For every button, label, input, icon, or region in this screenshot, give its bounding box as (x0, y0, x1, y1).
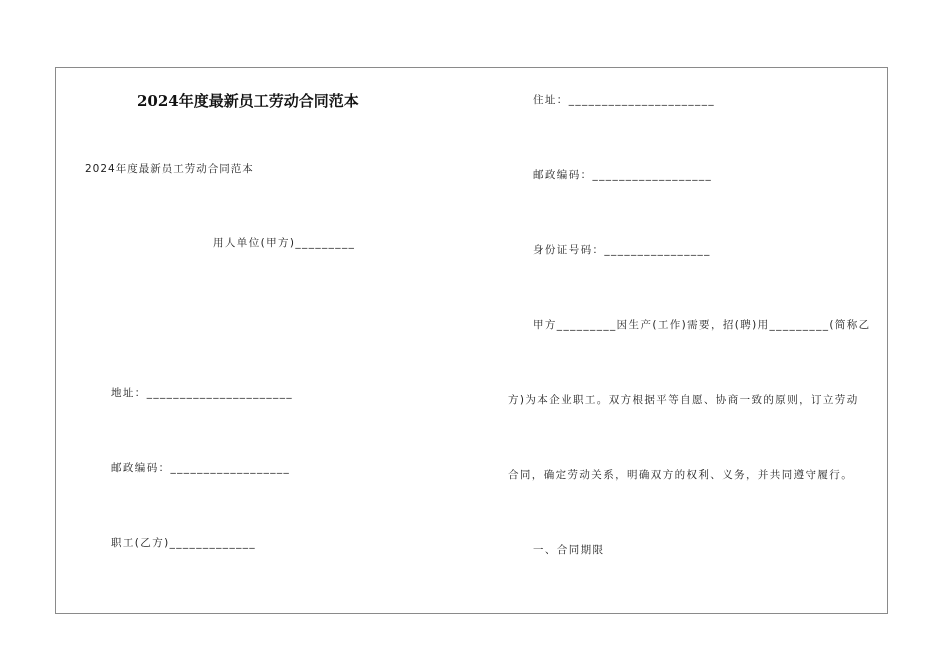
paragraph-line-3: 合同，确定劳动关系，明确双方的权利、义务，并共同遵守履行。 (508, 469, 854, 481)
employer-address-line: 地址：______________________ (111, 387, 293, 399)
employee-residence-line: 住址：______________________ (533, 94, 715, 106)
employee-postcode-line: 邮政编码：__________________ (533, 169, 713, 181)
employee-id-line: 身份证号码：________________ (533, 244, 711, 256)
document-subtitle: 2024年度最新员工劳动合同范本 (85, 163, 254, 175)
paragraph-line-1: 甲方_________因生产(工作)需要，招(聘)用_________(简称乙 (533, 319, 871, 331)
employer-postcode-line: 邮政编码：__________________ (111, 462, 291, 474)
paragraph-line-2: 方)为本企业职工。双方根据平等自愿、协商一致的原则，订立劳动 (508, 394, 859, 406)
employer-line: 用人单位(甲方)_________ (213, 237, 356, 249)
document-title: 2024年度最新员工劳动合同范本 (137, 92, 359, 110)
section-heading-contract-term: 一、合同期限 (533, 544, 605, 556)
page-frame (55, 67, 888, 614)
employee-line: 职工(乙方)_____________ (111, 537, 257, 549)
